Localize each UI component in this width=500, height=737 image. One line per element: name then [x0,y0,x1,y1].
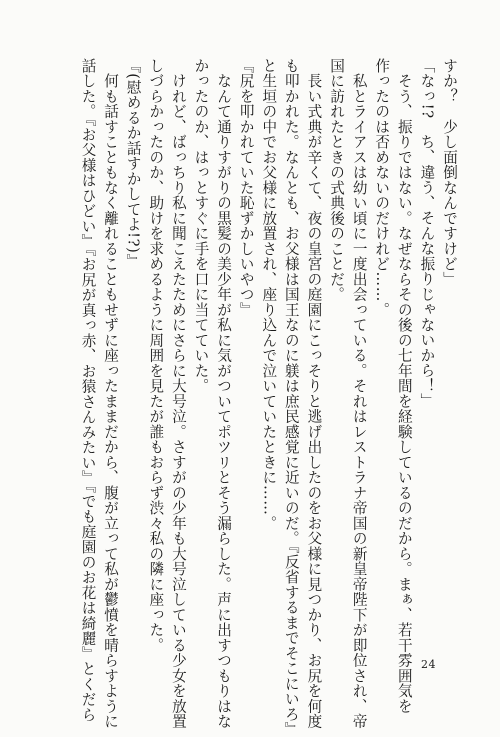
text-column-12: かったのか、はっとすぐに手を口に当てていた。 [192,58,210,394]
text-column-2: 「なっ!? ち、違う、そんな振りじゃないから！」 [418,58,436,409]
text-column-7: 長い式典が辛くて、夜の皇宮の庭園にこっそりと逃げ出したのをお父様に見つかり、お尻を何度 [305,58,323,729]
text-column-9: と生垣の中でお父様に放置され、座り込んで泣いていたときに……。 [260,58,278,531]
page-number: 24 [421,658,436,671]
text-column-14: しづらかったのか、助けを求めるように周囲を見たが誰もおらず渋々私の隣に座った。 [147,58,165,653]
text-column-8: も叩かれた。なんとも、お父様は国王なのに躾は庶民感覚に近いのだ。『反省するまでそこにいろ』 [282,58,300,737]
text-column-13: けれど、ばっちり私に聞こえたためにさらに大号泣。さすがの少年も大号泣している少女を放置 [169,58,187,729]
text-column-15: 『(慰めるか話すかしてよ!?)』 [124,58,142,269]
text-column-10: 『尻を叩かれていた恥ずかしいやつ』 [237,58,255,318]
text-column-17: 話した。『お父様はひどい』『お尻が真っ赤、お猿さんみたい』『でも庭園のお花は綺麗』とくだら [79,58,97,723]
text-column-6: 国に訪れたときの式典後のことだ。 [328,58,346,302]
text-column-11: なんて通りすがりの黒髪の美少年が私に気がついてポツリとそう漏らした。声に出すつもりはな [215,58,233,729]
text-column-3: そう、振りではない。なぜならその後の七年間を経験しているのだから。まぁ、若干雰囲気を [395,58,413,714]
text-column-16: 何も話すこともなく離れることもせずに座ったままだから、腹が立って私が鬱憤を晴らすように [102,58,120,729]
text-column-5: 私とライアスは幼い頃に一度出会っている。それはレストラナ帝国の新皇帝陛下が即位され、帝 [350,58,368,729]
text-column-4: 作ったのは否めないのだけれど……。 [373,58,391,318]
text-column-1: すか？ 少し面倒なんですけど」 [441,58,458,287]
